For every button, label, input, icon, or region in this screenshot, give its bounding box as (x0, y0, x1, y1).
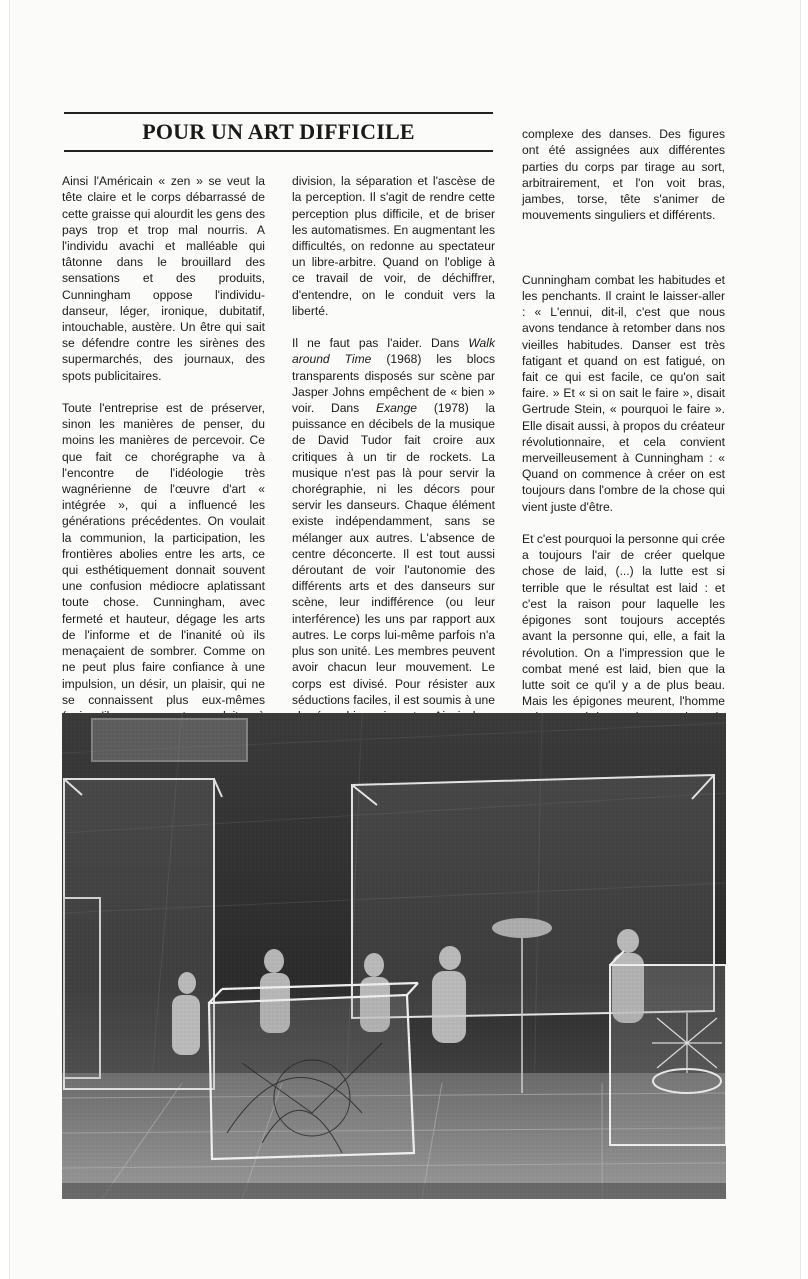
text-run: (1968) les blocs transparents disposés sur scène par Jasper Johns empêchent de « bien » voir. Dans (292, 352, 495, 416)
photo-illustration (62, 713, 726, 1199)
paragraph (292, 335, 495, 756)
text-column-3 (522, 110, 725, 774)
article-title: POUR UN ART DIFFICILE (142, 119, 415, 144)
paragraph: Cunningham combat les habitudes et les penchants. Il craint le laisser-aller : « L'ennui, dit-il, c'est que nous avons tendance à retomber dans nos vieilles habitudes. Danser est très fatigant et quand on est fatigué, on fait ce qui est facile, ce qu'on sait faire. » Et « si on sait le faire », disait Gertrude Stein, « pourquoi le faire ». Elle disait aussi, à propos du créateur révolutionnaire, et cela convient merveilleusement à Cunningham : « Quand on commence à créer on est toujours dans l'ombre de la chose qui vient juste d'être. (522, 272, 725, 514)
paragraph: division, la séparation et l'ascèse de la perception. Il s'agit de rendre cette perception plus difficile, et de briser les automatismes. En augmentant les difficultés, on redonne au spectateur un libre-arbitre. Quand on l'oblige à ce travail de voir, de déchiffrer, d'entendre, on le conduit vers la liberté. (292, 174, 495, 318)
paragraph: Toute l'entreprise est de préserver, sinon les manières de penser, du moins les manières de percevoir. Ce que fait ce chorégraphe va à l'encontre de l'idéologie très wagnérienne de l'œuvre d'art « intégrée », qui a influencé les générations précédentes. On voulait la communion, la participation, les frontières abolies entre les arts, ce qui esthétiquement donnait souvent une confusion médiocre aplatissant toute chose. Cunningham, avec fermeté et hauteur, dégage les arts de l'informe et de l'inanité où ils menaçaient de sombrer. Comme on ne peut plus faire confiance à une impulsion, un désir, un plaisir, qui ne se connaissent plus eux-mêmes (62, 401, 265, 707)
text-column-1 (62, 157, 265, 789)
stage-photo (62, 713, 726, 1199)
title-block (64, 112, 493, 152)
text-column-2 (292, 157, 495, 773)
work-title-exange: Exange (376, 401, 418, 416)
text-run: Il ne faut pas l'aider. Dans (292, 336, 469, 351)
paragraph: complexe des danses. Des figures ont été assignées aux différentes parties du corps par tirage au sort, arbitrairement, et l'on voit bras, jambes, torse, tête s'animer de mouvements singuliers et différents. (522, 127, 725, 223)
text-run: (1978) la puissance en décibels de la musique de David Tudor fait croire aux critiques à un tir de rockets. La musique n'est pas là pour servir la chorégraphie, ni les décors pour servir les danseurs. Chaque élément existe indépendamment, sans se mélanger aux autres. L'absence de centre déconcerte. Il est tout aussi déroutant de voir l'autonomie des différents arts et des danseurs sur scène, leur indifférence (ou leur interférence) les uns par rapport aux autres. Le corps lui-même parfois n'a plus son unité. Les membres peuvent avoir chacun leur mouvement. Le corps est divisé. Pour résister aux séductions faciles, il est soumis à une (292, 401, 495, 707)
text-run: Et c'est pourquoi la personne qui crée a toujours l'air de créer quelque chose de laid, (...) la lutte est si terrible que le résultat est laid : et c'est la raison pour laquelle les épigones sont toujours acceptés avant la personne qui, elle, a fait la révolution. On a l'impression que le combat mené est laid, bien que la lutte soit ce qu'il y a de plus beau. Mais les épigones meurent, l'homme (522, 532, 725, 709)
work-title-walk-around-time: Walk around Time (292, 336, 495, 367)
paragraph: Ainsi l'Américain « zen » se veut la tête claire et le corps débarrassé de cette graisse qui alourdit les gens des pays trop et trop mal nourris. A l'individu avachi et malléable qui tâtonne dans le brouillard des sensations et des produits, Cunningham oppose l'individu-danseur, léger, ironique, dubitatif, intouchable, austère. Un être qui sait se défendre contre les sirènes des supermarchés, des journaux, des spots publicitaires. (62, 174, 265, 383)
paragraph-gap (522, 240, 725, 256)
